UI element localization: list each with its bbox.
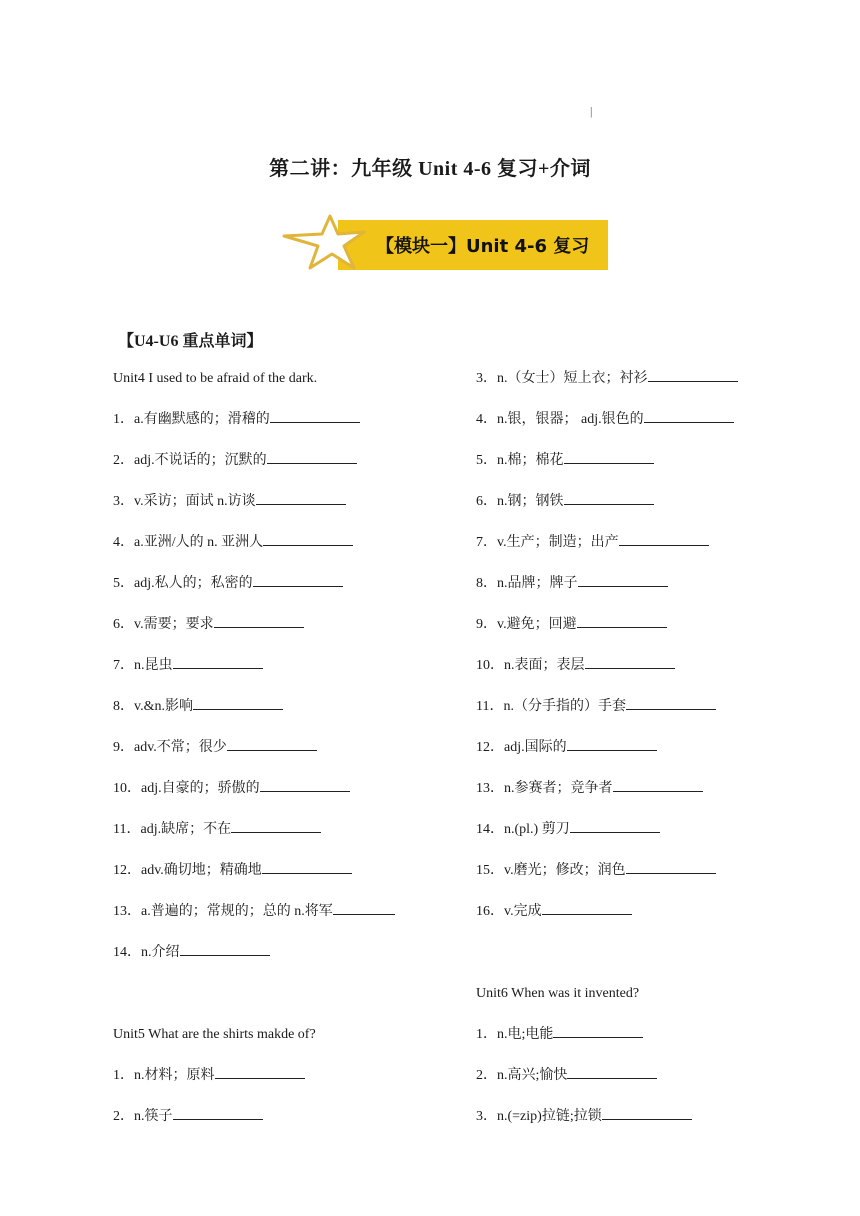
answer-blank[interactable] bbox=[644, 408, 734, 423]
unit-heading: Unit4 I used to be afraid of the dark. bbox=[113, 371, 318, 386]
vocab-item: 8．v.&n.影响 bbox=[113, 694, 463, 735]
vocab-item: 10．n.表面；表层 bbox=[476, 653, 816, 694]
answer-blank[interactable] bbox=[626, 859, 716, 874]
answer-blank[interactable] bbox=[256, 490, 346, 505]
answer-blank[interactable] bbox=[231, 818, 321, 833]
vocab-item: 11．n.（分手指的）手套 bbox=[476, 694, 816, 735]
page-title: 第二讲：九年级 Unit 4-6 复习+介词 bbox=[269, 158, 591, 180]
vocab-item: 9．adv.不常；很少 bbox=[113, 735, 463, 776]
answer-blank[interactable] bbox=[173, 654, 263, 669]
vocab-item: 12．adj.国际的 bbox=[476, 735, 816, 776]
answer-blank[interactable] bbox=[260, 777, 350, 792]
answer-blank[interactable] bbox=[570, 818, 660, 833]
vocab-item: 1．n.电;电能 bbox=[476, 1022, 816, 1063]
vocab-item: 5．adj.私人的；私密的 bbox=[113, 571, 463, 612]
answer-blank[interactable] bbox=[253, 572, 343, 587]
vocab-item: 5．n.棉；棉花 bbox=[476, 448, 816, 489]
vocab-item: 3．v.采访；面试 n.访谈 bbox=[113, 489, 463, 530]
answer-blank[interactable] bbox=[542, 900, 632, 915]
answer-blank[interactable] bbox=[577, 613, 667, 628]
banner-title: 【模块一】Unit 4-6 复习 bbox=[376, 236, 590, 257]
answer-blank[interactable] bbox=[619, 531, 709, 546]
answer-blank[interactable] bbox=[578, 572, 668, 587]
vocab-item: 14．n.(pl.) 剪刀 bbox=[476, 817, 816, 858]
vocab-item: 2．adj.不说话的；沉默的 bbox=[113, 448, 463, 489]
answer-blank[interactable] bbox=[180, 941, 270, 956]
left-column bbox=[113, 366, 463, 1145]
vocab-item: 15．v.磨光；修改；润色 bbox=[476, 858, 816, 899]
answer-blank[interactable] bbox=[567, 1064, 657, 1079]
vocab-item: 7．v.生产；制造；出产 bbox=[476, 530, 816, 571]
answer-blank[interactable] bbox=[214, 613, 304, 628]
vocab-item: 4．n.银，银器； adj.银色的 bbox=[476, 407, 816, 448]
answer-blank[interactable] bbox=[193, 695, 283, 710]
vocab-item: 11．adj.缺席；不在 bbox=[113, 817, 463, 858]
answer-blank[interactable] bbox=[613, 777, 703, 792]
vocab-item: 7．n.昆虫 bbox=[113, 653, 463, 694]
vocab-item: 1．a.有幽默感的；滑稽的 bbox=[113, 407, 463, 448]
answer-blank[interactable] bbox=[263, 531, 353, 546]
answer-blank[interactable] bbox=[564, 449, 654, 464]
vocab-item: 6．v.需要；要求 bbox=[113, 612, 463, 653]
vocab-item: 10．adj.自豪的；骄傲的 bbox=[113, 776, 463, 817]
answer-blank[interactable] bbox=[262, 859, 352, 874]
unit-heading: Unit5 What are the shirts makde of? bbox=[113, 1027, 316, 1042]
vocab-item: 4．a.亚洲/人的 n. 亚洲人 bbox=[113, 530, 463, 571]
answer-blank[interactable] bbox=[215, 1064, 305, 1079]
spacer bbox=[113, 981, 463, 1022]
answer-blank[interactable] bbox=[173, 1105, 263, 1120]
answer-blank[interactable] bbox=[564, 490, 654, 505]
vocab-item: 14．n.介绍 bbox=[113, 940, 463, 981]
module-banner bbox=[278, 212, 608, 274]
answer-blank[interactable] bbox=[267, 449, 357, 464]
margin-mark: | bbox=[590, 104, 593, 118]
answer-blank[interactable] bbox=[553, 1023, 643, 1038]
answer-blank[interactable] bbox=[227, 736, 317, 751]
unit-heading: Unit6 When was it invented? bbox=[476, 986, 640, 1001]
spacer bbox=[476, 940, 816, 981]
answer-blank[interactable] bbox=[648, 367, 738, 382]
section-title: 【U4-U6 重点单词】 bbox=[118, 333, 263, 350]
vocab-item: 9．v.避免；回避 bbox=[476, 612, 816, 653]
vocab-item: 8．n.品牌；牌子 bbox=[476, 571, 816, 612]
vocab-item: 16．v.完成 bbox=[476, 899, 816, 940]
answer-blank[interactable] bbox=[602, 1105, 692, 1120]
vocab-item: 2．n.筷子 bbox=[113, 1104, 463, 1145]
answer-blank[interactable] bbox=[585, 654, 675, 669]
vocab-item: 6．n.钢；钢铁 bbox=[476, 489, 816, 530]
right-column bbox=[476, 366, 816, 1145]
vocab-item: 3．n.（女士）短上衣；衬衫 bbox=[476, 366, 816, 407]
vocab-item: 1．n.材料；原料 bbox=[113, 1063, 463, 1104]
star-icon bbox=[278, 212, 388, 274]
vocab-item: 13．n.参赛者；竞争者 bbox=[476, 776, 816, 817]
answer-blank[interactable] bbox=[567, 736, 657, 751]
vocab-item: 2．n.高兴;愉快 bbox=[476, 1063, 816, 1104]
vocab-item: 12．adv.确切地；精确地 bbox=[113, 858, 463, 899]
answer-blank[interactable] bbox=[270, 408, 360, 423]
answer-blank[interactable] bbox=[333, 900, 395, 915]
answer-blank[interactable] bbox=[626, 695, 716, 710]
vocab-item: 13．a.普遍的；常规的；总的 n.将军 bbox=[113, 899, 463, 940]
vocab-item: 3．n.(=zip)拉链;拉锁 bbox=[476, 1104, 816, 1145]
